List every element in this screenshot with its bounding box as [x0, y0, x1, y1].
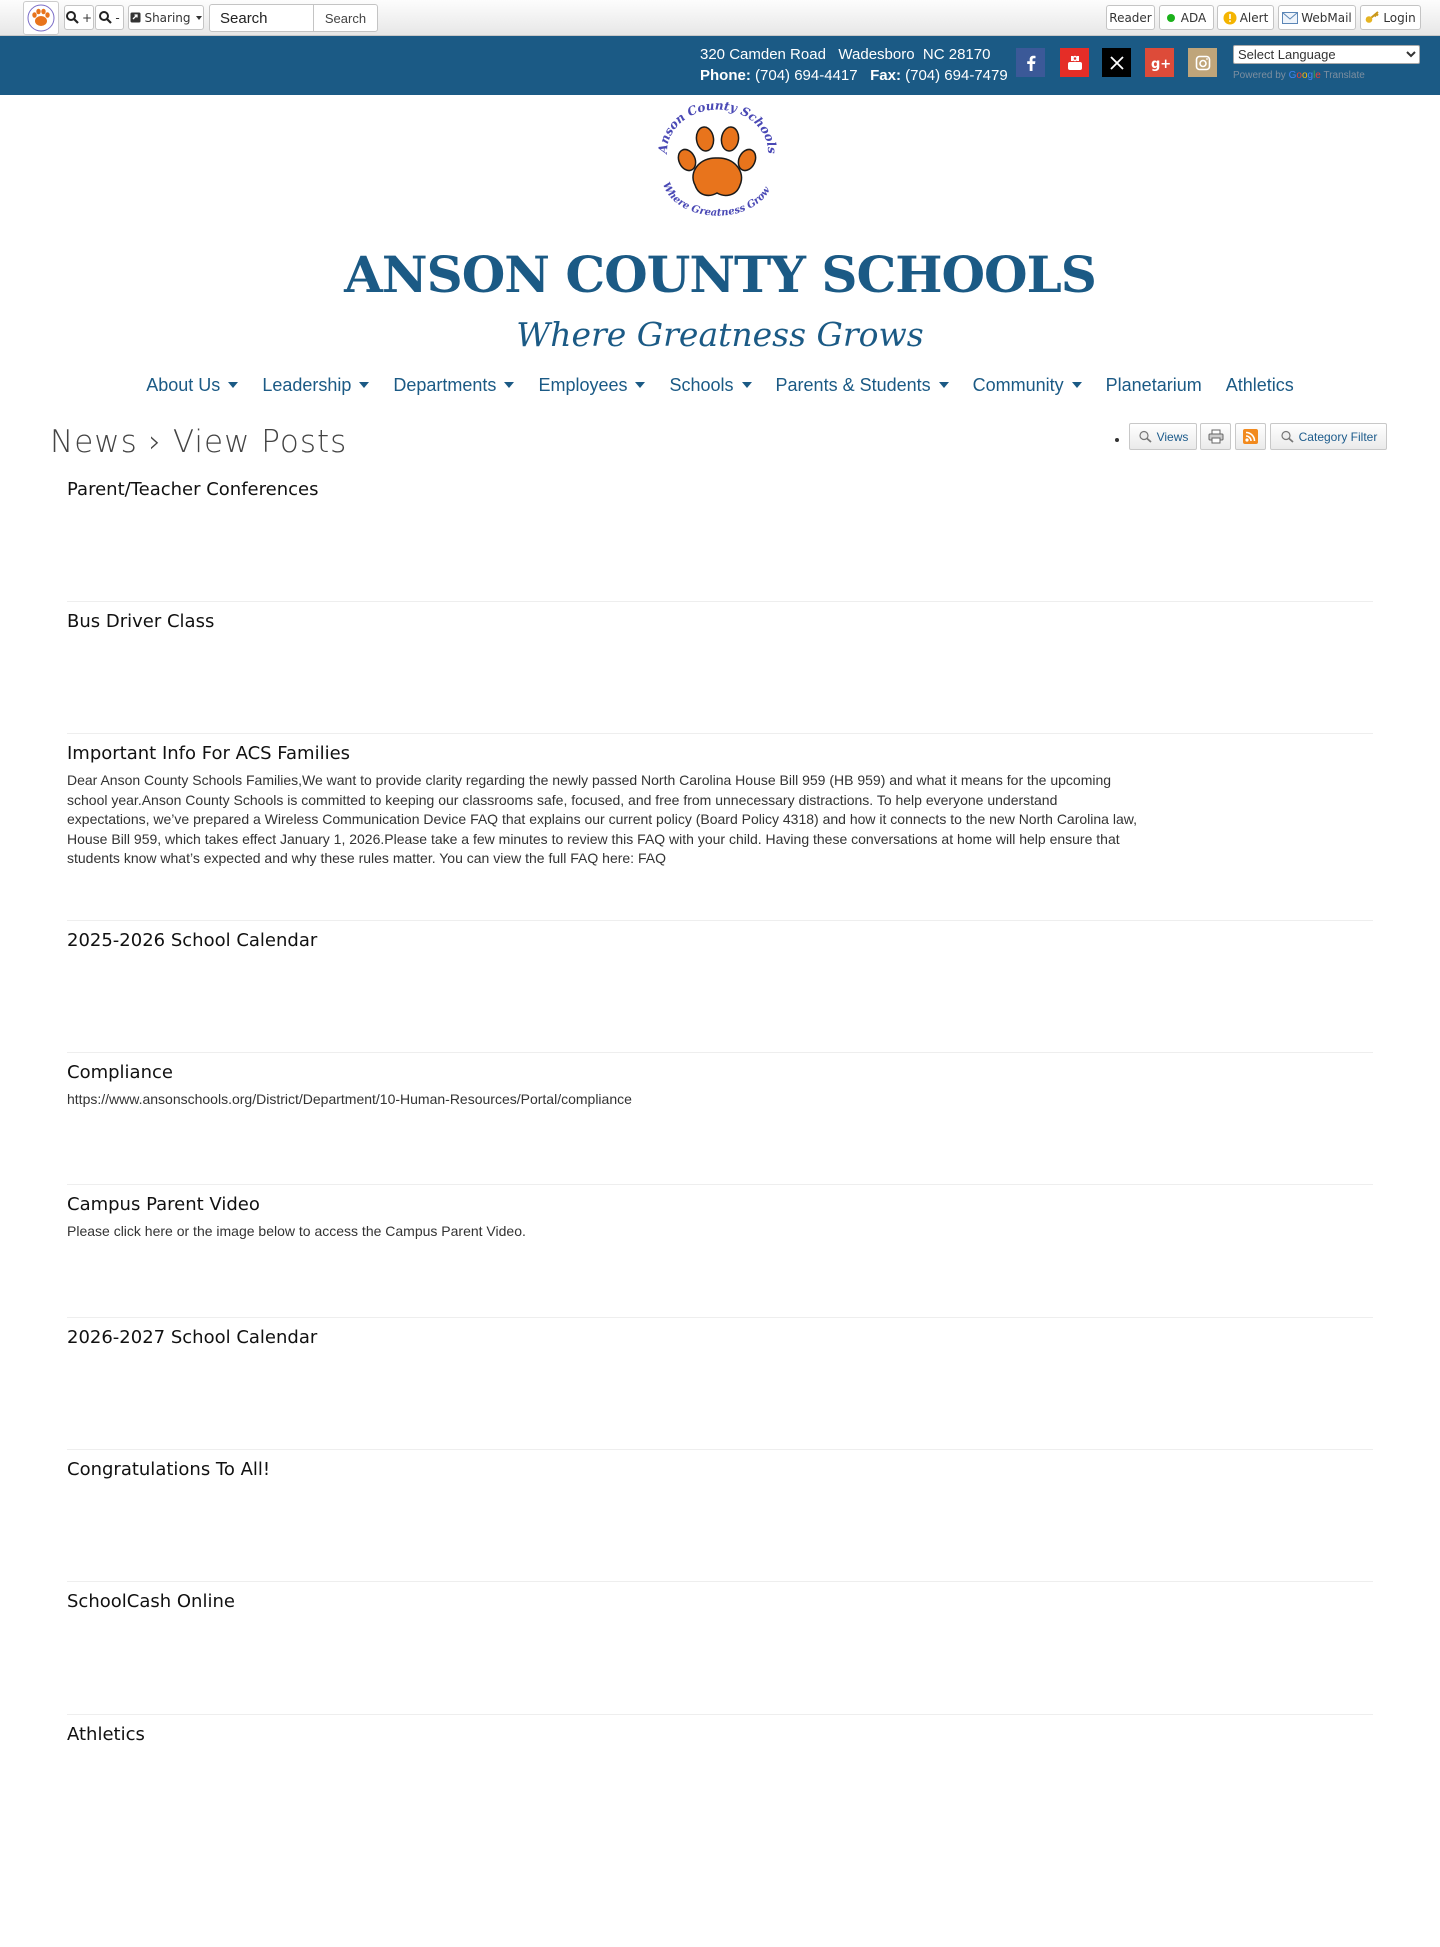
post-item	[67, 1450, 1373, 1582]
svg-text:g+: g+	[1150, 56, 1171, 72]
youtube-link[interactable]	[1060, 48, 1089, 77]
print-button[interactable]	[1200, 423, 1231, 450]
webmail-label: WebMail	[1301, 10, 1352, 25]
page-title: News › View Posts	[50, 424, 348, 460]
login-button[interactable]	[1360, 5, 1421, 30]
key-icon	[1365, 11, 1380, 24]
google-plus-icon	[1151, 56, 1169, 70]
language-select[interactable]	[1233, 45, 1420, 64]
nav-label: Parents & Students	[775, 374, 931, 395]
post-item	[67, 1715, 1373, 1847]
rss-button[interactable]	[1235, 423, 1266, 450]
x-link[interactable]	[1102, 48, 1131, 77]
translate-link[interactable]: Translate	[1323, 70, 1365, 81]
post-title-link[interactable]: Compliance	[67, 1062, 173, 1083]
powered-by-label: Powered by	[1233, 70, 1286, 81]
post-item	[67, 1185, 1373, 1318]
contact-info	[700, 44, 1008, 86]
phone-label: Phone:	[700, 67, 751, 84]
facebook-link[interactable]	[1016, 48, 1045, 77]
alert-button[interactable]	[1217, 5, 1274, 30]
webmail-button[interactable]	[1278, 5, 1356, 30]
rss-icon	[1243, 429, 1258, 444]
district-logo[interactable]	[650, 97, 785, 232]
ada-button[interactable]	[1159, 5, 1214, 30]
post-title-link[interactable]: 2026-2027 School Calendar	[67, 1327, 318, 1348]
chevron-down-icon	[504, 382, 514, 388]
logo-text-top: Anson County Schools	[655, 98, 780, 155]
zoom-in-icon	[66, 11, 79, 24]
post-item	[67, 1582, 1373, 1715]
nav-item-employees[interactable]	[526, 375, 657, 396]
list-bullet	[1115, 438, 1119, 442]
zoom-in-label: +	[81, 10, 93, 25]
powered-by-google-translate	[1233, 70, 1365, 81]
phone-number: (704) 694-4417	[755, 67, 858, 84]
youtube-icon	[1067, 55, 1083, 71]
chevron-down-icon	[359, 382, 369, 388]
post-summary: Dear Anson County Schools Families,We want to provide clarity regarding the newly passed North Carolina House Bill 959 (HB 959) and what it means for the upcoming school year.Anson County Schools is committed to keeping our classrooms safe, focused, and free from unnecessary distractions. To help everyone understand expectations, we’ve prepared a Wireless Communication Device FAQ that explains our current policy (Board Policy 4318) and how it connects to the new North Carolina law, House Bill 959, which takes effect January 1, 2026.Please take a few minutes to review this FAQ with your child. Having these conversations at home will help ensure that students know what’s expected and why these rules matter. You can view the full FAQ here: FAQ	[67, 772, 1137, 866]
magnifier-icon	[1280, 430, 1295, 443]
instagram-link[interactable]	[1188, 48, 1217, 77]
category-filter-button[interactable]	[1270, 423, 1387, 450]
address: 320 Camden Road Wadesboro NC 28170	[700, 46, 991, 63]
nav-item-leadership[interactable]	[250, 375, 381, 396]
search-input[interactable]	[209, 4, 314, 32]
nav-label: Planetarium	[1105, 374, 1202, 395]
post-title-link[interactable]: Bus Driver Class	[67, 611, 215, 632]
post-summary: https://www.ansonschools.org/District/Department/10-Human-Resources/Portal/compliance	[67, 1091, 632, 1107]
contact-bar	[0, 36, 1440, 95]
nav-label: Departments	[393, 374, 497, 395]
chevron-down-icon	[939, 382, 949, 388]
home-logo-button[interactable]	[23, 1, 59, 35]
paw-logo-icon	[650, 97, 785, 232]
post-title-link[interactable]: Athletics	[67, 1724, 145, 1745]
zoom-out-button[interactable]	[95, 5, 124, 30]
zoom-out-icon	[99, 11, 112, 24]
post-title-link[interactable]: SchoolCash Online	[67, 1591, 235, 1612]
instagram-icon	[1195, 55, 1211, 71]
envelope-icon	[1282, 12, 1298, 24]
zoom-in-button[interactable]	[64, 5, 94, 30]
post-item	[67, 1053, 1373, 1185]
nav-label: About Us	[146, 374, 221, 395]
nav-item-parents-students[interactable]	[764, 375, 961, 396]
post-item	[67, 602, 1373, 734]
share-icon	[130, 12, 141, 23]
fax-number: (704) 694-7479	[905, 67, 1008, 84]
nav-label: Leadership	[262, 374, 352, 395]
logo-text-bottom: Where Greatness Grow	[660, 180, 773, 219]
nav-label: Community	[972, 374, 1064, 395]
nav-label: Employees	[538, 374, 628, 395]
site-tagline: Where Greatness Grows	[516, 315, 924, 354]
x-icon	[1109, 55, 1125, 71]
paw-logo-icon	[27, 4, 55, 32]
nav-label: Schools	[669, 374, 734, 395]
posts-list	[67, 470, 1373, 1847]
chevron-down-icon	[228, 382, 238, 388]
google-plus-link[interactable]	[1145, 48, 1174, 77]
reader-button[interactable]	[1106, 5, 1155, 30]
nav-item-departments[interactable]	[381, 375, 526, 396]
magnifier-icon	[1138, 430, 1153, 443]
alert-icon	[1223, 11, 1237, 25]
post-title-link[interactable]: Campus Parent Video	[67, 1194, 260, 1215]
post-title-link[interactable]: Parent/Teacher Conferences	[67, 479, 319, 500]
post-summary: Please click here or the image below to access the Campus Parent Video.	[67, 1223, 526, 1239]
nav-item-athletics[interactable]	[1214, 375, 1306, 396]
google-logo: Google	[1288, 70, 1321, 81]
sharing-label: Sharing	[144, 10, 191, 25]
category-filter-label: Category Filter	[1298, 429, 1378, 444]
post-title-link[interactable]: Important Info For ACS Families	[67, 743, 351, 764]
post-item	[67, 921, 1373, 1053]
nav-label: Athletics	[1225, 374, 1294, 395]
chevron-down-icon	[196, 16, 202, 20]
chevron-down-icon	[1072, 382, 1082, 388]
ada-status-icon	[1167, 14, 1175, 22]
nav-item-planetarium[interactable]	[1094, 375, 1214, 396]
zoom-out-label: -	[115, 10, 120, 25]
login-label: Login	[1383, 10, 1416, 25]
chevron-down-icon	[742, 382, 752, 388]
fax-label: Fax:	[870, 67, 901, 84]
nav-item-schools[interactable]	[657, 375, 763, 396]
post-item	[67, 470, 1373, 602]
site-title: ANSON COUNTY SCHOOLS	[344, 245, 1096, 304]
post-title-link[interactable]: 2025-2026 School Calendar	[67, 930, 318, 951]
phone-fax-line	[700, 65, 1008, 86]
chevron-down-icon	[635, 382, 645, 388]
facebook-icon	[1024, 55, 1038, 71]
alert-label: Alert	[1239, 10, 1269, 25]
nav-item-community[interactable]	[961, 375, 1094, 396]
views-label: Views	[1156, 429, 1189, 444]
main-nav	[0, 370, 1440, 400]
post-item	[67, 1318, 1373, 1450]
top-toolbar	[0, 0, 1440, 36]
reader-label: Reader	[1109, 10, 1152, 25]
views-button[interactable]	[1129, 423, 1197, 450]
ada-label: ADA	[1180, 10, 1207, 25]
post-title-link[interactable]: Congratulations To All!	[67, 1459, 271, 1480]
search-button[interactable]: Search	[313, 4, 378, 32]
post-item	[67, 734, 1373, 921]
sharing-button[interactable]	[128, 5, 204, 30]
nav-item-about-us[interactable]	[134, 375, 250, 396]
svg-text:Anson County Schools	[656, 98, 779, 155]
printer-icon	[1208, 429, 1224, 444]
